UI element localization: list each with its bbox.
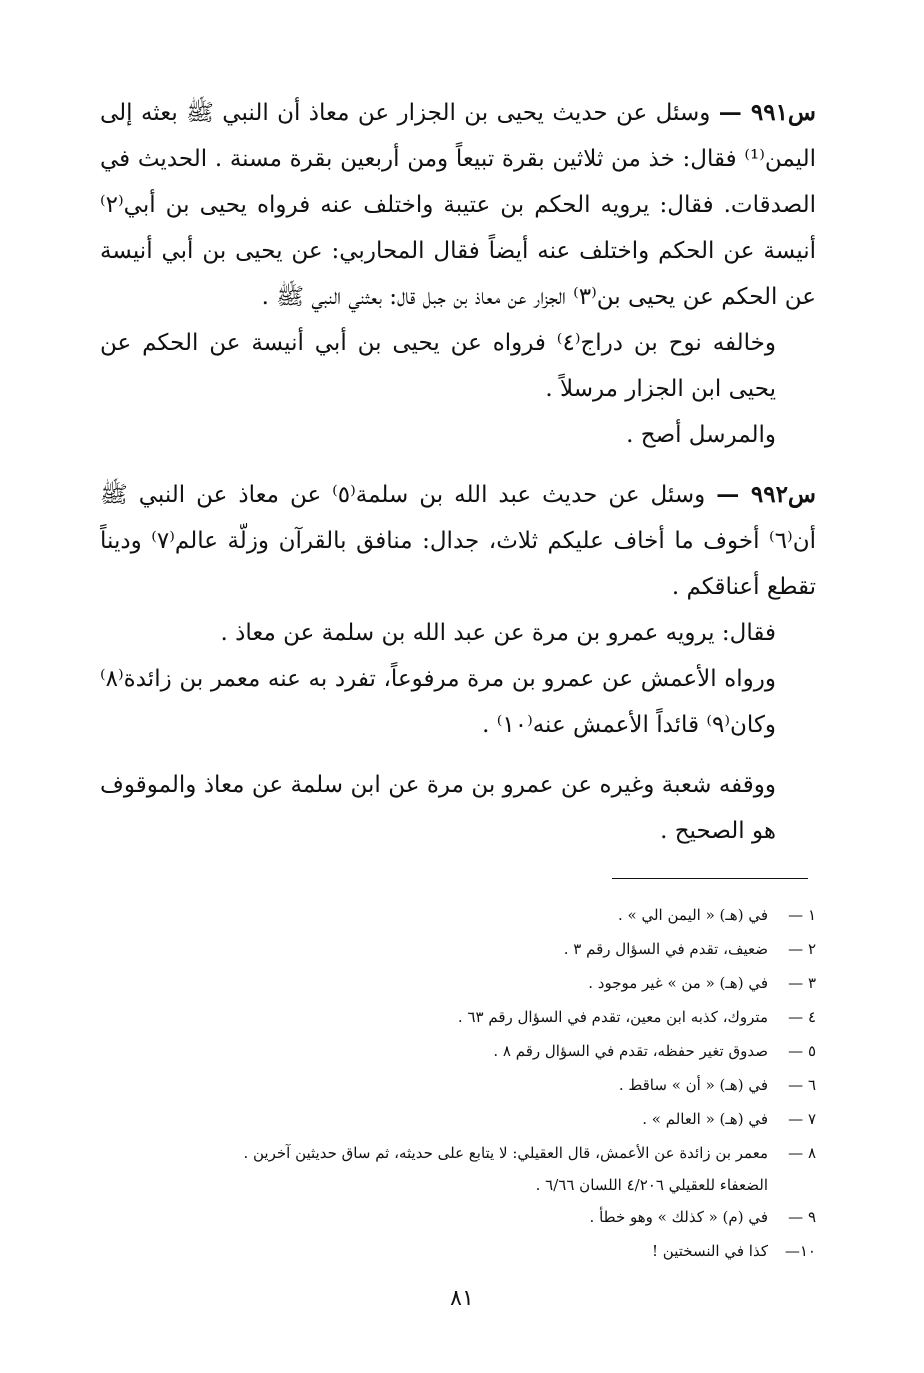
footnote-text: في (هـ) « العالم » .	[642, 1110, 768, 1128]
footnote	[160, 1136, 816, 1200]
paragraph: ووقفه شعبة وغيره عن عمرو بن مرة عن ابن سلمة عن معاذ والموقوف هو الصحيح .	[100, 772, 776, 844]
paragraph: والمرسل أصح .	[626, 422, 776, 448]
footnote	[160, 966, 816, 1000]
page-number: ۸۱	[450, 1286, 474, 1311]
footnote	[160, 898, 816, 932]
footnote	[160, 1034, 816, 1068]
footnote	[160, 932, 816, 966]
footnote-text: في (هـ) « من » غير موجود .	[588, 974, 768, 992]
footnote-continuation: الضعفاء للعقيلي ٤/٢٠٦ اللسان ٦/٦٦ .	[535, 1176, 768, 1194]
footnote-number: ٣ —	[788, 974, 816, 992]
footnote-number: ٢ —	[788, 940, 816, 958]
footnote-text: صدوق تغير حفظه، تقدم في السؤال رقم ٨ .	[493, 1042, 768, 1060]
footnote-number: ١٠—	[784, 1242, 816, 1260]
footnote-number: ٩ —	[788, 1208, 816, 1226]
question-text: وسئل عن حديث عبد الله بن سلمة⁽٥⁾ عن معاذ عن النبي ﷺ أن⁽٦⁾ أخوف ما أخاف عليكم ثلاث، جدال: منافق بالقرآن وزلّة عالم⁽٧⁾ وديناً تقطع أعناقكم .	[100, 482, 816, 600]
footnote	[160, 1068, 816, 1102]
footnote-text: كذا في النسختين !	[652, 1242, 768, 1260]
paragraph: ورواه الأعمش عن عمرو بن مرة مرفوعاً، تفرد به عنه معمر بن زائدة⁽٨⁾ وكان⁽٩⁾ قائداً الأعمش عنه⁽١٠⁾ .	[100, 666, 776, 738]
footnote-number: ١ —	[788, 906, 816, 924]
footnote-number: ٦ —	[788, 1076, 816, 1094]
footnote	[160, 1200, 816, 1234]
footnote	[160, 1000, 816, 1034]
footnote-separator	[612, 878, 808, 879]
footnote-number: ٧ —	[788, 1110, 816, 1128]
footnote-text: في (هـ) « أن » ساقط .	[618, 1076, 768, 1094]
paragraph: فقال: يرويه عمرو بن مرة عن عبد الله بن سلمة عن معاذ .	[220, 620, 776, 646]
footnote-number: ٨ —	[788, 1144, 816, 1162]
question-number: س۹۹۲ —	[716, 481, 816, 508]
footnote-text: في (هـ) « اليمن الي » .	[617, 906, 768, 924]
footnote-text: ضعيف، تقدم في السؤال رقم ٣ .	[563, 940, 768, 958]
question-991	[100, 90, 816, 320]
footnote-text: متروك، كذبه ابن معين، تقدم في السؤال رقم ٦٣ .	[457, 1008, 768, 1026]
footnote-text: معمر بن زائدة عن الأعمش، قال العقيلي: لا يتابع على حديثه، ثم ساق حديثين آخرين .	[243, 1144, 768, 1162]
question-text: وسئل عن حديث يحيى بن الجزار عن معاذ أن النبي ﷺ بعثه إلى اليمن⁽¹⁾ فقال: خذ من ثلاثين بقرة تبيعاً ومن أربعين بقرة مسنة . الحديث في الصدقات. فقال: يرويه الحكم بن عتيبة واختلف عنه فرواه يحيى بن أبي⁽٢⁾ أنيسة عن الحكم واختلف عنه أيضاً فقال المحاربي: عن يحيى بن أبي أنيسة عن الحكم عن يحيى بن⁽٣⁾ الجزار عن معاذ بن جبل قال: بعثني النبي ﷺ .	[100, 100, 816, 310]
footnote-text: في (م) « كذلك » وهو خطأ .	[589, 1208, 768, 1226]
footnote	[160, 1234, 816, 1268]
question-992	[100, 472, 816, 610]
paragraph: وخالفه نوح بن دراج⁽٤⁾ فرواه عن يحيى بن أبي أنيسة عن الحكم عن يحيى ابن الجزار مرسلاً .	[100, 330, 776, 402]
footnote-number: ٥ —	[788, 1042, 816, 1060]
main-text	[100, 90, 816, 854]
footnote	[160, 1102, 816, 1136]
footnote-number: ٤ —	[788, 1008, 816, 1026]
question-number: س۹۹۱ —	[718, 99, 816, 126]
footnotes	[160, 898, 816, 1268]
